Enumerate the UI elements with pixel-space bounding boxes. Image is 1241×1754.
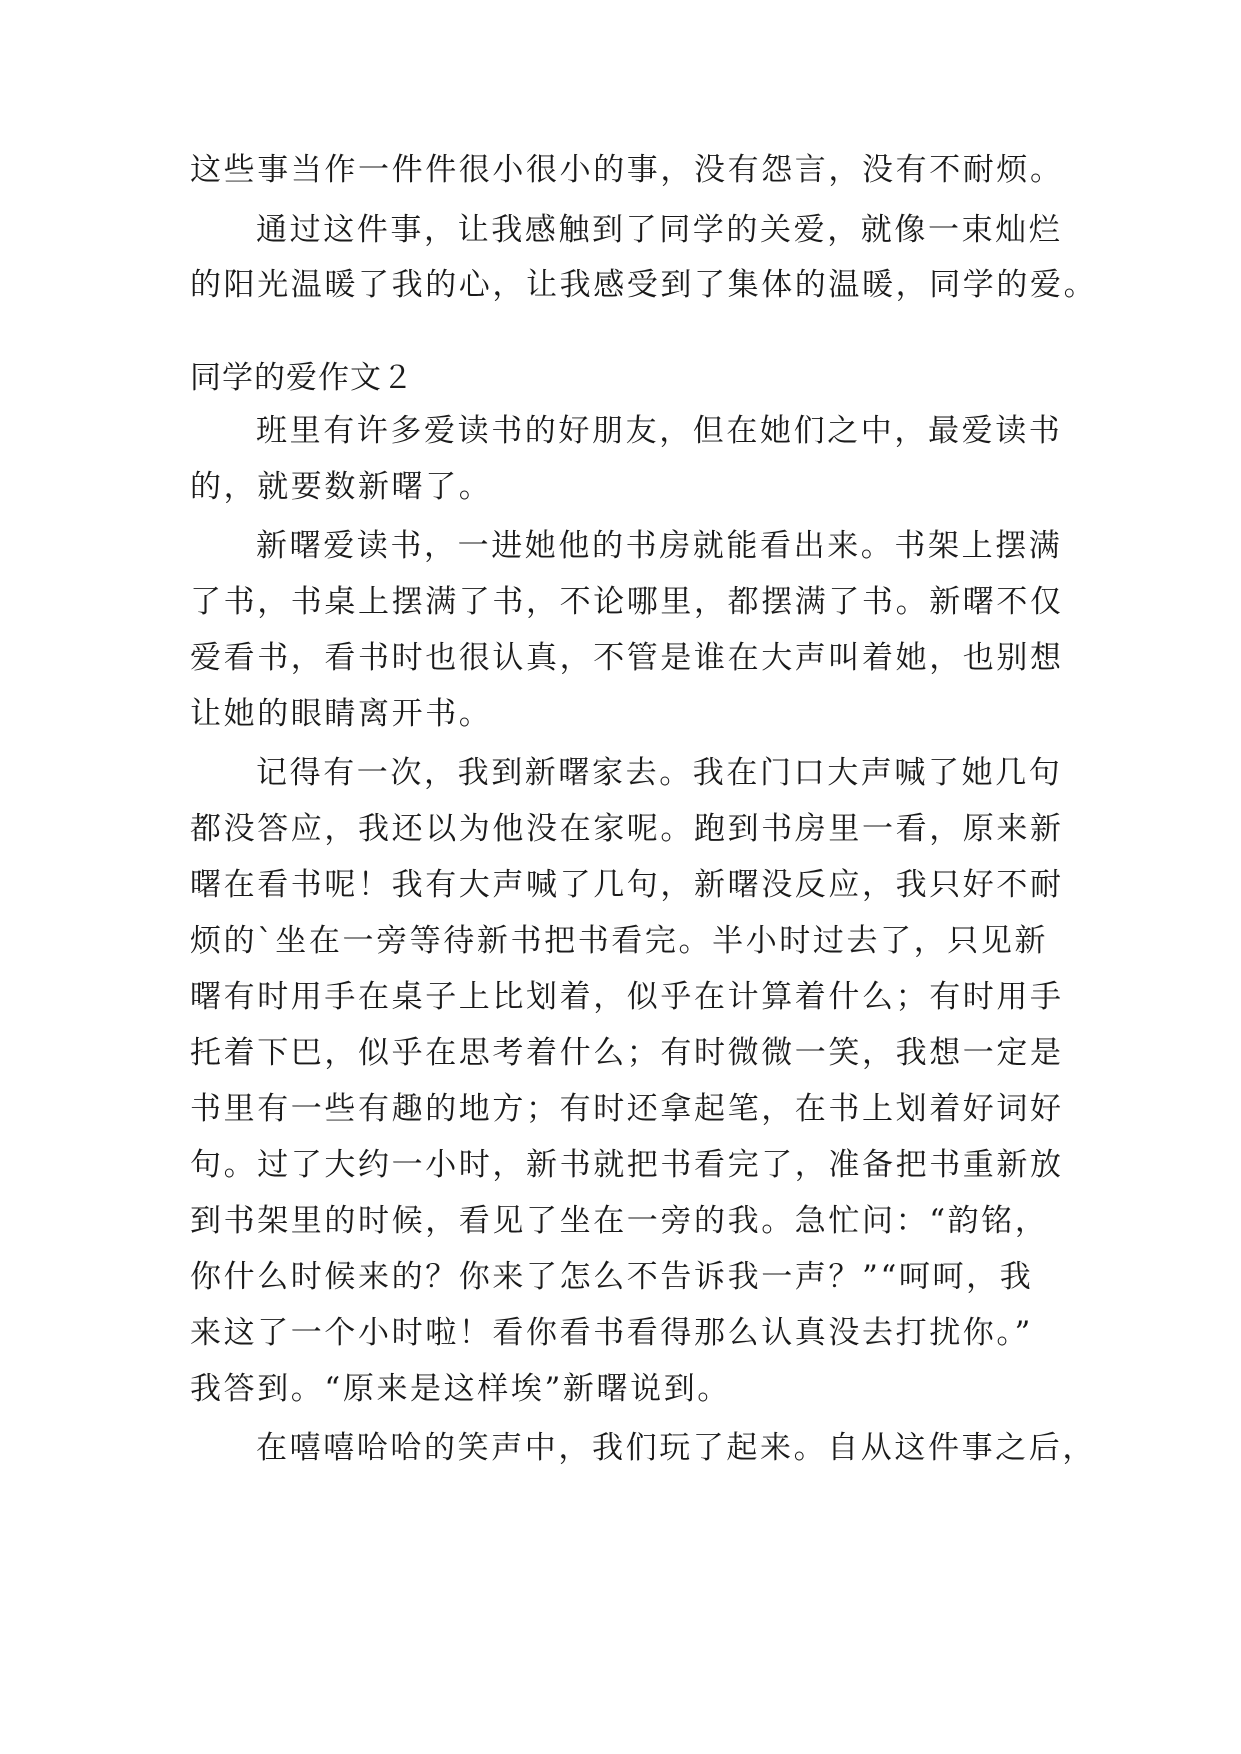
text-line: 的，就要数新曙了。	[190, 469, 493, 505]
text-line: 让她的眼睛离开书。	[190, 696, 493, 732]
text-line: 烦的`坐在一旁等待新书把书看完。半小时过去了，只见新	[190, 923, 1049, 959]
text-line: 通过这件事，让我感触到了同学的关爱，就像一束灿烂	[256, 212, 1063, 248]
text-line: 班里有许多爱读书的好朋友，但在她们之中，最爱读书	[256, 413, 1063, 449]
text-line: 曙有时用手在桌子上比划着，似乎在计算着什么；有时用手	[190, 979, 1064, 1015]
text-line: 爱看书，看书时也很认真，不管是谁在大声叫着她，也别想	[190, 640, 1064, 676]
section-heading: 同学的爱作文２	[190, 360, 414, 396]
text-line: 曙在看书呢！我有大声喊了几句，新曙没反应，我只好不耐	[190, 867, 1064, 903]
text-line: 书里有一些有趣的地方；有时还拿起笔，在书上划着好词好	[190, 1091, 1064, 1127]
text-line: 句。过了大约一小时，新书就把书看完了，准备把书重新放	[190, 1147, 1064, 1183]
text-line: 托着下巴，似乎在思考着什么；有时微微一笑，我想一定是	[190, 1035, 1064, 1071]
text-line: 到书架里的时候，看见了坐在一旁的我。急忙问：“韵铭，	[190, 1203, 1049, 1239]
text-line: 了书，书桌上摆满了书，不论哪里，都摆满了书。新曙不仅	[190, 584, 1064, 620]
text-line: 的阳光温暖了我的心，让我感受到了集体的温暖，同学的爱。	[190, 267, 1098, 303]
text-line: 这些事当作一件件很小很小的事，没有怨言，没有不耐烦。	[190, 152, 1064, 188]
text-line: 我答到。“原来是这样埃”新曙说到。	[190, 1371, 731, 1407]
text-line: 新曙爱读书，一进她他的书房就能看出来。书架上摆满	[256, 528, 1063, 564]
text-line: 都没答应，我还以为他没在家呢。跑到书房里一看，原来新	[190, 811, 1064, 847]
text-line: 在嘻嘻哈哈的笑声中，我们玩了起来。自从这件事之后，	[256, 1430, 1096, 1466]
text-line: 来这了一个小时啦！看你看书看得那么认真没去打扰你。”	[190, 1315, 1033, 1351]
text-line: 记得有一次，我到新曙家去。我在门口大声喊了她几句	[256, 755, 1063, 791]
text-line: 你什么时候来的？你来了怎么不告诉我一声？”“呵呵，我	[190, 1259, 1034, 1295]
